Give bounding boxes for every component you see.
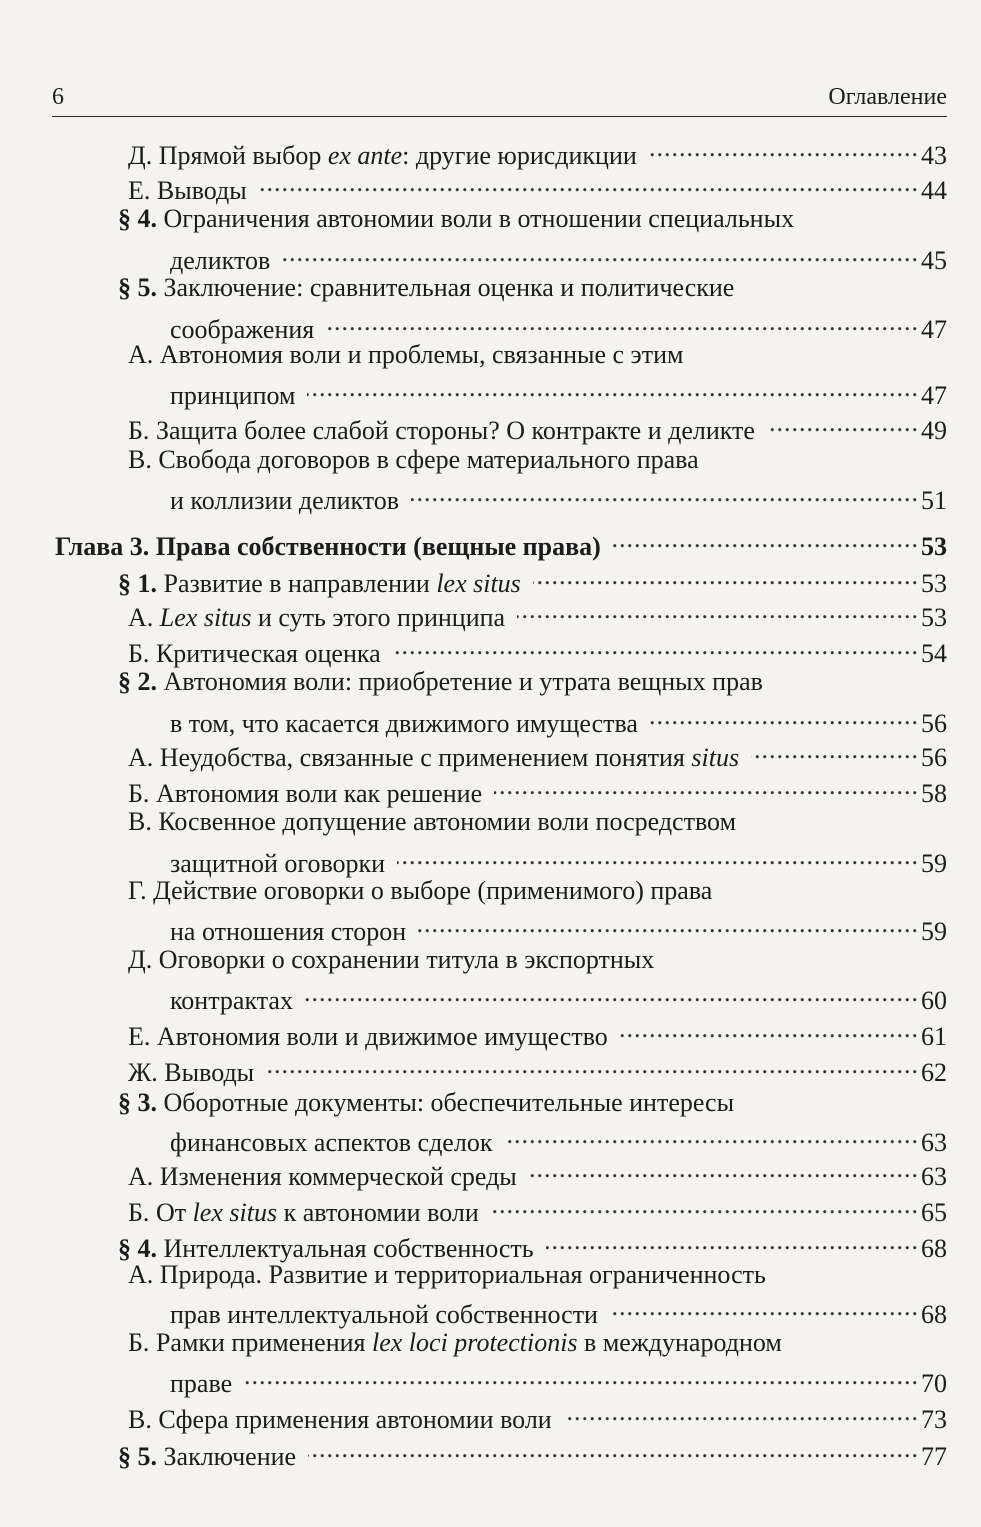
toc-page-number: 77 — [921, 1442, 947, 1471]
leader-dots — [650, 700, 919, 732]
leader-dots — [751, 734, 919, 766]
toc-page-number: 47 — [921, 315, 947, 344]
leader-dots — [649, 132, 919, 164]
toc-page-number: 58 — [921, 779, 947, 808]
leader-dots — [259, 167, 919, 199]
leader-dots — [610, 1291, 919, 1323]
toc-entry: Д. Прямой выбор ex ante: другие юрисдикции ..... 43 — [128, 132, 947, 164]
leader-dots — [517, 594, 919, 626]
toc-page-number: 59 — [921, 849, 947, 878]
leader-dots — [397, 840, 919, 872]
toc-page-number: 51 — [921, 486, 947, 515]
toc-entry: Б. Автономия воли как решение ..... 58 — [128, 770, 947, 802]
toc-entry: А. Автономия воли и проблемы, связанные с этим принципом ..... 47 — [128, 339, 947, 407]
toc-entry: Б. Критическая оценка ..... 54 — [128, 630, 947, 662]
toc-entry: § 1. Развитие в направлении lex situs ..... 53 — [118, 560, 947, 592]
toc-entry: § 2. Автономия воли: приобретение и утрата вещных прав в том, что касается движимого имущества ..... 56 — [118, 666, 947, 734]
toc-entry: § 5. Заключение: сравнительная оценка и политические соображения ..... 47 — [118, 272, 947, 340]
toc-page-number: 43 — [921, 141, 947, 170]
running-title: Оглавление — [828, 84, 947, 110]
toc-entry: § 3. Оборотные документы: обеспечительные интересы финансовых аспектов сделок ..... 63 — [118, 1087, 947, 1155]
toc-page-number: 65 — [921, 1198, 947, 1227]
leader-dots — [393, 630, 919, 662]
toc-page-number: 44 — [921, 176, 947, 205]
toc-page-number: 49 — [921, 416, 947, 445]
toc-page-number: 70 — [921, 1369, 947, 1398]
leader-dots — [620, 1013, 919, 1045]
leader-dots — [533, 560, 919, 592]
toc-entry: А. Природа. Развитие и территориальная ограниченность прав интеллектуальной собственности ..... 68 — [128, 1259, 947, 1327]
leader-dots — [529, 1153, 919, 1185]
toc-page-number: 63 — [921, 1128, 947, 1157]
toc-entry: Д. Оговорки о сохранении титула в экспортных контрактах ..... 60 — [128, 944, 947, 1012]
toc-entry: А. Неудобства, связанные с применением понятия situs ..... 56 — [128, 734, 947, 766]
running-header — [52, 84, 947, 117]
toc-page-number: 54 — [921, 639, 947, 668]
leader-dots — [546, 1225, 919, 1257]
leader-dots — [491, 1189, 919, 1221]
toc-page-number: 53 — [921, 532, 947, 561]
toc-entry: Б. От lex situs к автономии воли ..... 65 — [128, 1189, 947, 1221]
leader-dots — [266, 1049, 919, 1081]
leader-dots — [613, 523, 919, 555]
toc-entry: Б. Защита более слабой стороны? О контракте и деликте ..... 49 — [128, 407, 947, 439]
leader-dots — [504, 1119, 919, 1151]
toc-page-number: 47 — [921, 381, 947, 410]
toc-page-number: 63 — [921, 1162, 947, 1191]
toc-page-number: 53 — [921, 569, 947, 598]
toc-page-number: 68 — [921, 1234, 947, 1263]
toc-chapter-entry: Глава 3. Права собственности (вещные права) ..... 53 — [55, 523, 947, 555]
leader-dots — [326, 306, 919, 338]
toc-page-number: 56 — [921, 743, 947, 772]
toc-page-number: 62 — [921, 1058, 947, 1087]
page-number: 6 — [52, 84, 64, 110]
toc-page-number: 73 — [921, 1405, 947, 1434]
toc-page-number: 56 — [921, 709, 947, 738]
leader-dots — [282, 237, 919, 269]
toc-page-number: 45 — [921, 246, 947, 275]
leader-dots — [564, 1396, 919, 1428]
toc-entry: § 5. Заключение ..... 77 — [118, 1433, 947, 1465]
toc-page-number: 53 — [921, 603, 947, 632]
toc-entry: Е. Выводы ..... 44 — [128, 167, 947, 199]
toc-page-number: 68 — [921, 1300, 947, 1329]
toc-entry: А. Изменения коммерческой среды ..... 63 — [128, 1153, 947, 1185]
toc-entry: Б. Рамки применения lex loci protectionis в международном праве ..... 70 — [128, 1327, 947, 1395]
toc-page-number: 61 — [921, 1022, 947, 1051]
toc-page-number: 59 — [921, 917, 947, 946]
leader-dots — [307, 372, 919, 404]
leader-dots — [411, 477, 919, 509]
leader-dots — [244, 1360, 919, 1392]
leader-dots — [767, 407, 919, 439]
toc-entry: В. Косвенное допущение автономии воли посредством защитной оговорки ..... 59 — [128, 806, 947, 874]
leader-dots — [308, 1433, 919, 1465]
toc-entry: § 4. Интеллектуальная собственность ..... 68 — [118, 1225, 947, 1257]
toc-entry: В. Свобода договоров в сфере материального права и коллизии деликтов ..... 51 — [128, 444, 947, 512]
toc-entry: § 4. Ограничения автономии воли в отношении специальных деликтов ..... 45 — [118, 203, 947, 271]
toc-entry: Ж. Выводы ..... 62 — [128, 1049, 947, 1081]
toc-entry: Е. Автономия воли и движимое имущество ..... 61 — [128, 1013, 947, 1045]
leader-dots — [494, 770, 919, 802]
toc-entry: Г. Действие оговорки о выборе (применимого) права на отношения сторон ..... 59 — [128, 875, 947, 943]
leader-dots — [305, 977, 919, 1009]
leader-dots — [418, 908, 919, 940]
toc-entry: А. Lex situs и суть этого принципа ..... 53 — [128, 594, 947, 626]
toc-entry: В. Сфера применения автономии воли ..... 73 — [128, 1396, 947, 1428]
toc-page-number: 60 — [921, 986, 947, 1015]
